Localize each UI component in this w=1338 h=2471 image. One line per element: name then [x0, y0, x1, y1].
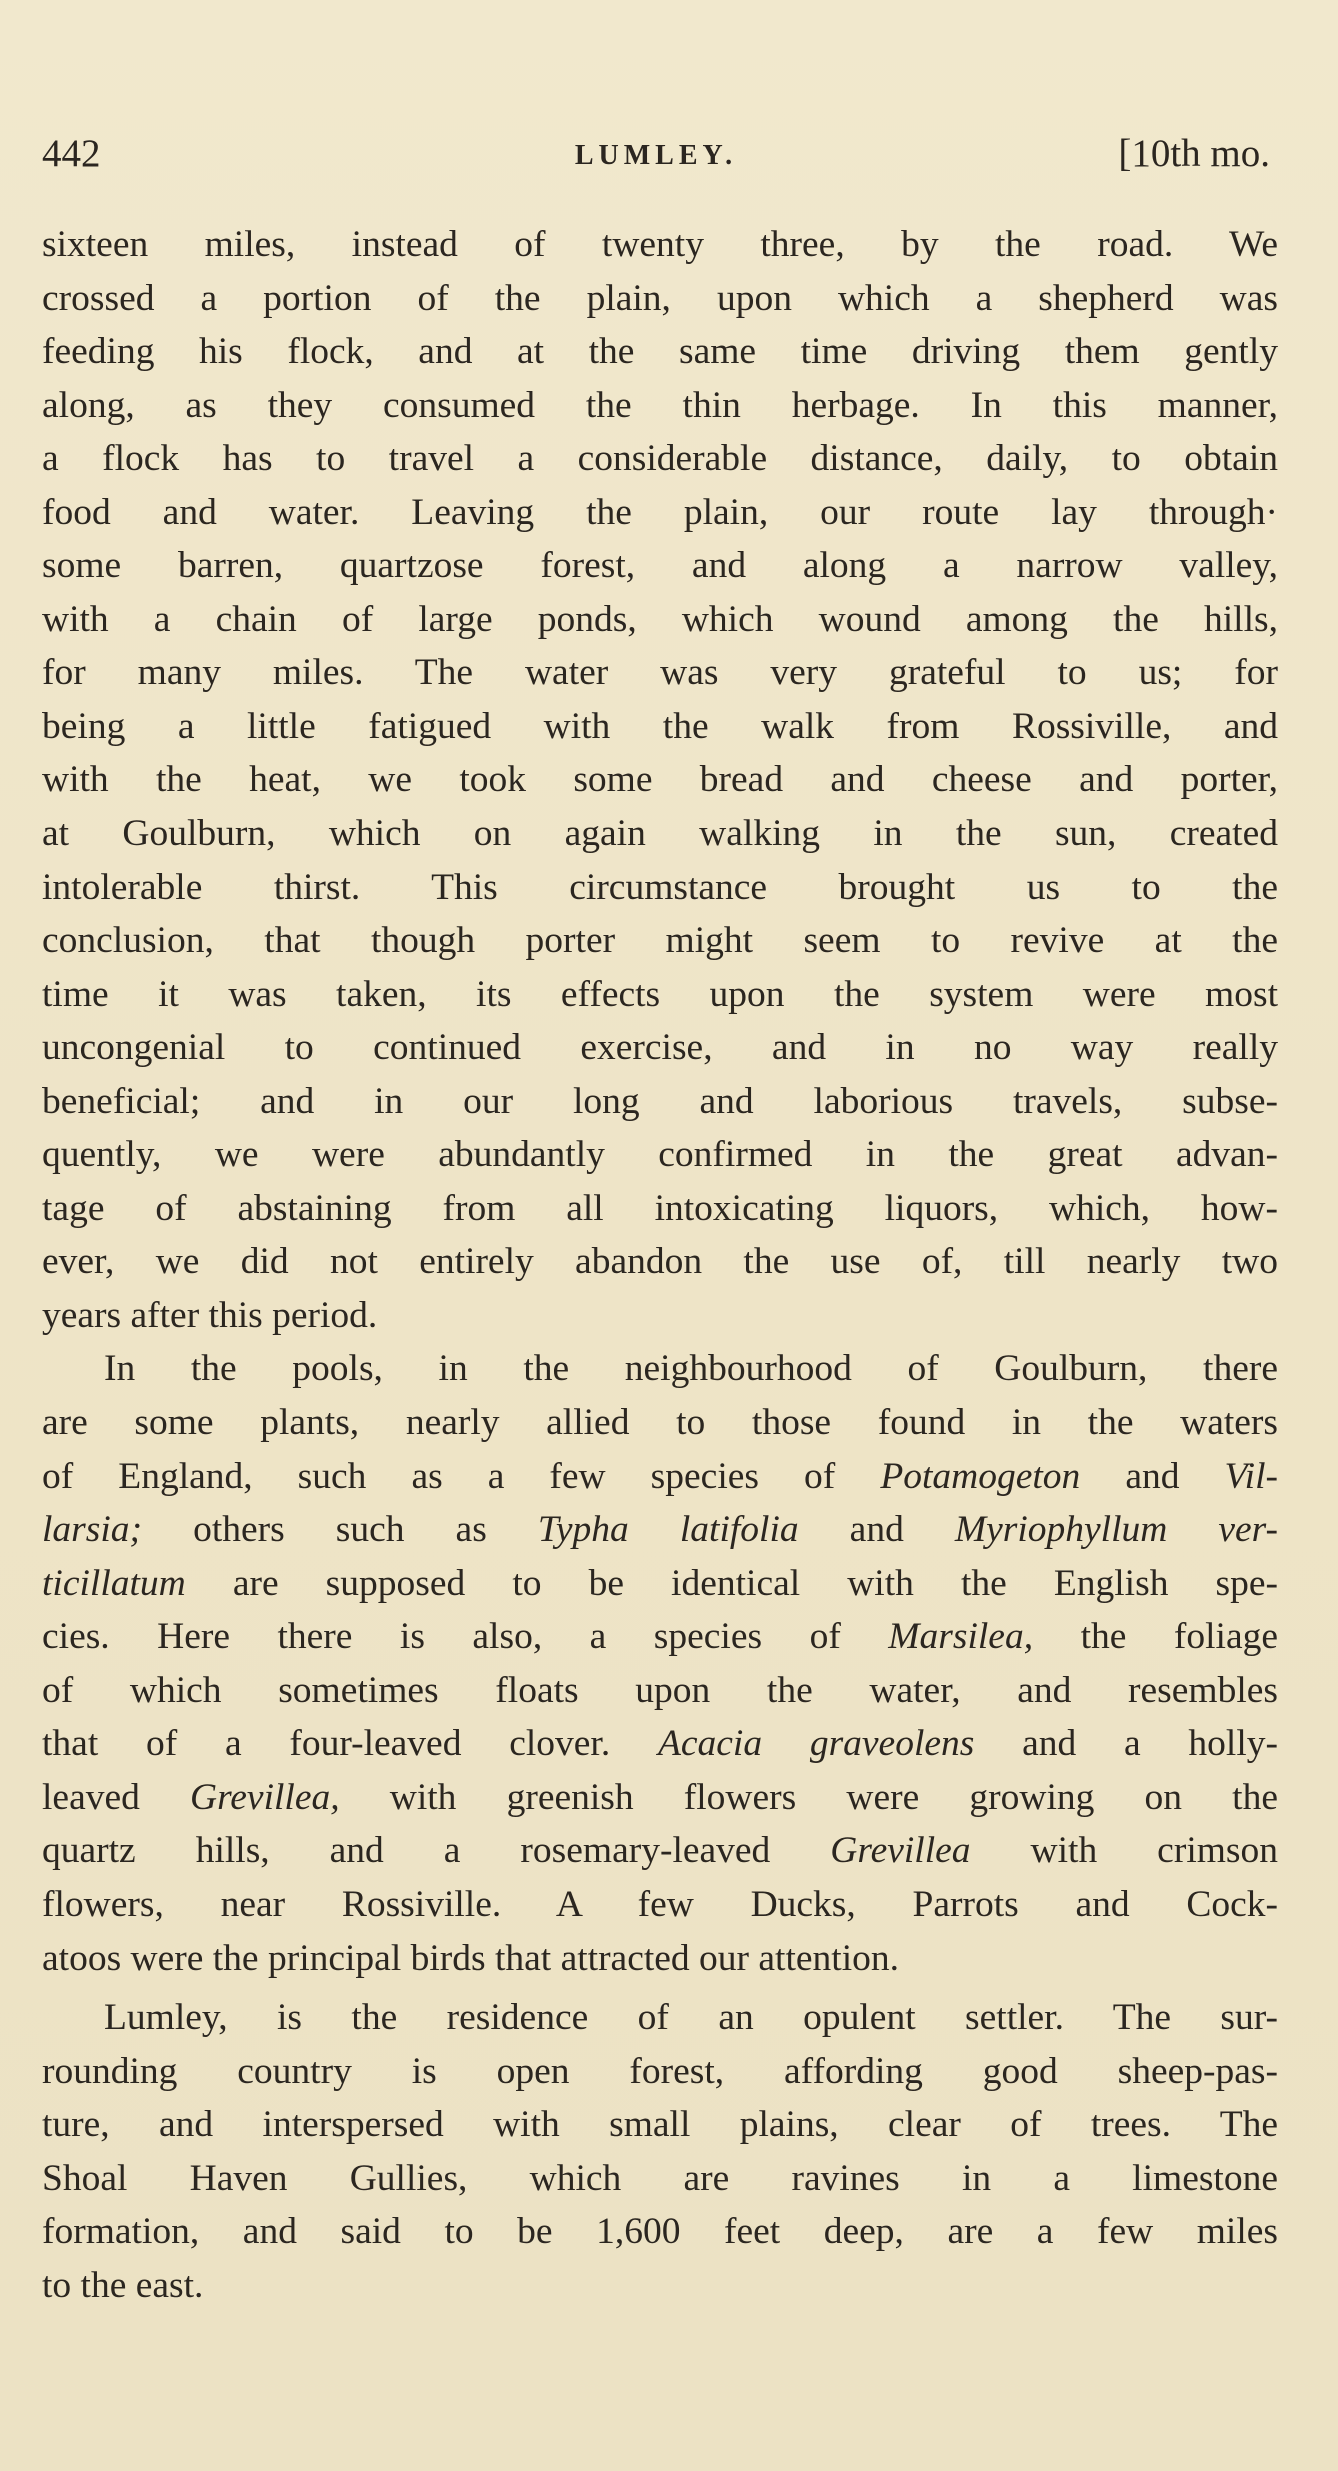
text-line: some barren, quartzose forest, and along a narrow valley, [42, 545, 1278, 587]
text-line: with a chain of large ponds, which wound among the hills, [42, 598, 1278, 640]
text-line: Lumley, is the residence of an opulent settler. The sur- [104, 1997, 1278, 2039]
botanical-name: Potamogeton [880, 1455, 1081, 1497]
running-head [42, 124, 1270, 184]
text-line: ever, we did not entirely abandon the use of, till nearly two [42, 1241, 1278, 1283]
botanical-name: Grevillea, [190, 1776, 340, 1818]
text-line: quartz hills, and a rosemary-leaved Grevillea with crimson [42, 1830, 1278, 1872]
text-line: atoos were the principal birds that attracted our attention. [42, 1937, 899, 1979]
text-line: tage of abstaining from all intoxicating liquors, which, how- [42, 1187, 1278, 1229]
paragraph-2 [42, 1342, 1278, 1985]
text-line: ture, and interspersed with small plains, clear of trees. The [42, 2104, 1278, 2146]
running-title: LUMLEY. [574, 140, 738, 171]
text-line: of which sometimes floats upon the water, and resembles [42, 1669, 1278, 1711]
text-line: formation, and said to be 1,600 feet deep, are a few miles [42, 2211, 1278, 2253]
page-number: 442 [42, 132, 101, 175]
text-line: quently, we were abundantly confirmed in the great advan- [42, 1134, 1278, 1176]
text-line: crossed a portion of the plain, upon which a shepherd was [42, 277, 1278, 319]
text-line: at Goulburn, which on again walking in the sun, created [42, 813, 1278, 855]
body-text [42, 218, 1278, 2312]
text-line: along, as they consumed the thin herbage. In this manner, [42, 384, 1278, 426]
botanical-name: Marsilea, [888, 1616, 1034, 1658]
botanical-name: Vil- [1224, 1455, 1278, 1497]
text-line: rounding country is open forest, affording good sheep-pas- [42, 2050, 1278, 2092]
text-line: being a little fatigued with the walk from Rossiville, and [42, 705, 1278, 747]
text-line: are some plants, nearly allied to those found in the waters [42, 1402, 1278, 1444]
botanical-name: larsia; [42, 1509, 143, 1551]
text-line: cies. Here there is also, a species of Marsilea, the foliage [42, 1616, 1278, 1658]
text-line: with the heat, we took some bread and cheese and porter, [42, 759, 1278, 801]
text-line: a flock has to travel a considerable distance, daily, to obtain [42, 438, 1278, 480]
text-line: of England, such as a few species of Potamogeton and Vil- [42, 1455, 1278, 1497]
text-line: conclusion, that though porter might seem to revive at the [42, 920, 1278, 962]
text-line: Shoal Haven Gullies, which are ravines in a limestone [42, 2157, 1278, 2199]
text-line: ticillatum are supposed to be identical with the English spe- [42, 1562, 1278, 1604]
text-line: beneficial; and in our long and laborious travels, subse- [42, 1080, 1278, 1122]
text-line: that of a four-leaved clover. Acacia graveolens and a holly- [42, 1723, 1278, 1765]
paragraph-3 [42, 1991, 1278, 2312]
text-line: years after this period. [42, 1294, 378, 1336]
text-line: food and water. Leaving the plain, our route lay through· [42, 491, 1278, 533]
text-line: for many miles. The water was very grateful to us; for [42, 652, 1278, 694]
text-line: sixteen miles, instead of twenty three, by the road. We [42, 224, 1278, 265]
botanical-name: Acacia graveolens [657, 1723, 975, 1765]
paragraph-1 [42, 218, 1278, 1342]
running-date: [10th mo. [1118, 132, 1270, 175]
text-line: larsia; others such as Typha latifolia and Myriophyllum ver- [42, 1509, 1279, 1551]
text-line: to the east. [42, 2264, 204, 2306]
text-line: intolerable thirst. This circumstance brought us to the [42, 866, 1278, 908]
text-line: time it was taken, its effects upon the system were most [42, 973, 1278, 1015]
botanical-name: ticillatum [42, 1562, 186, 1604]
text-line: uncongenial to continued exercise, and in no way really [42, 1027, 1278, 1069]
botanical-name: Typha latifolia [537, 1509, 799, 1551]
text-line: flowers, near Rossiville. A few Ducks, Parrots and Cock- [42, 1883, 1278, 1925]
text-line: leaved Grevillea, with greenish flowers were growing on the [42, 1776, 1278, 1818]
text-line: feeding his flock, and at the same time driving them gently [42, 331, 1278, 373]
botanical-name: Myriophyllum ver- [954, 1509, 1279, 1551]
text-line: In the pools, in the neighbourhood of Goulburn, there [104, 1348, 1278, 1390]
botanical-name: Grevillea [830, 1830, 971, 1872]
